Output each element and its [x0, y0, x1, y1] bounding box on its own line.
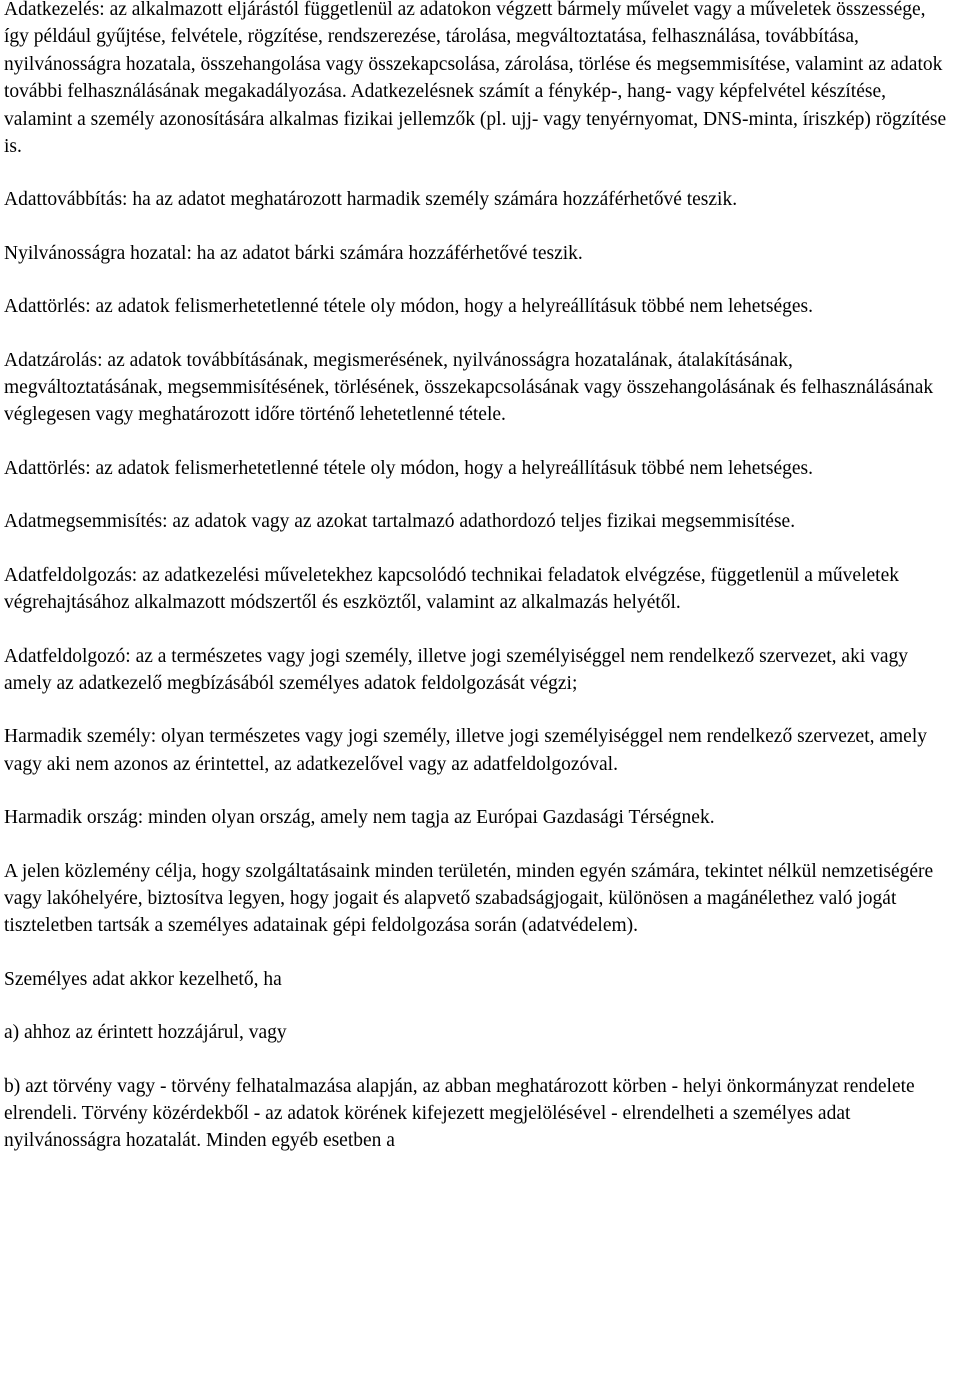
paragraph-spacer [4, 160, 954, 186]
paragraph-spacer [4, 214, 954, 240]
paragraph-spacer [4, 482, 954, 508]
paragraph-harmadik-orszag-definition: Harmadik ország: minden olyan ország, amely nem tagja az Európai Gazdasági Térségnek. [4, 807, 715, 829]
paragraph-spacer [4, 697, 954, 723]
paragraph-adattovabbitas-definition: Adattovábbítás: ha az adatot meghatározott harmadik személy számára hozzáférhetővé teszik. [4, 189, 738, 211]
paragraph-adatmegsemmisites-definition: Adatmegsemmisítés: az adatok vagy az azokat tartalmazó adathordozó teljes fizikai megsemmisítése. [4, 511, 796, 533]
paragraph-spacer [4, 267, 954, 293]
paragraph-adattorles-definition-repeat: Adattörlés: az adatok felismerhetetlenné tétele oly módon, hogy a helyreállításuk többé nem lehetséges. [4, 457, 813, 479]
paragraph-spacer [4, 993, 954, 1019]
paragraph-adattorles-definition: Adattörlés: az adatok felismerhetetlenné tétele oly módon, hogy a helyreállításuk többé nem lehetséges. [4, 296, 813, 318]
paragraph-adatkezeles-definition: Adatkezelés: az alkalmazott eljárástól függetlenül az adatokon végzett bármely művelet vagy a műveletek összessége, így például gyűjtése, felvétele, rögzítése, rendszerezése, tárolása, megváltoztatása, felhasználása, továbbítása, nyilvánosságra hozatala, összehangolása vagy összekapcsolása, zárolása, törlése és megsemmisítése, valamint az adatok további felhasználásának megakadályozása. Adatkezelésnek számít a fénykép-, hang- vagy képfelvétel készítése, valamint a személy azonosítására alkalmas fizikai jellemzők (pl. ujj- vagy tenyérnyomat, DNS-minta, íriszkép) rögzítése is. [4, 0, 947, 158]
paragraph-spacer [4, 1047, 954, 1073]
paragraph-spacer [4, 778, 954, 804]
paragraph-spacer [4, 617, 954, 643]
paragraph-feltetel-a: a) ahhoz az érintett hozzájárul, vagy [4, 1022, 287, 1044]
paragraph-harmadik-szemely-definition: Harmadik személy: olyan természetes vagy jogi személy, illetve jogi személyiséggel nem rendelkező szervezet, amely vagy aki nem azonos az érintettel, az adatkezelővel vagy az adatfeldolgozóval. [4, 726, 928, 775]
paragraph-nyilvanossagra-hozatal-definition: Nyilvánosságra hozatal: ha az adatot bárki számára hozzáférhetővé teszik. [4, 242, 583, 264]
paragraph-kezelheto-feltetel: Személyes adat akkor kezelhető, ha [4, 968, 282, 990]
paragraph-kozlemeny-celja: A jelen közlemény célja, hogy szolgáltatásaink minden területén, minden egyén számára, tekintet nélkül nemzetiségére vagy lakóhelyére, biztosítva legyen, hogy jogait és alapvető szabadságjogait, különösen a magánélethez való jogát tiszteletben tartsák a személyes adatainak gépi feldolgozása során (adatvédelem). [4, 860, 934, 937]
paragraph-adatfeldolgozo-definition: Adatfeldolgozó: az a természetes vagy jogi személy, illetve jogi személyiséggel nem rendelkező szervezet, aki vagy amely az adatkezelő megbízásából személyes adatok feldolgozását végzi; [4, 645, 909, 694]
paragraph-spacer [4, 940, 954, 966]
paragraph-spacer [4, 321, 954, 347]
paragraph-spacer [4, 429, 954, 455]
paragraph-spacer [4, 536, 954, 562]
paragraph-adatfeldolgozas-definition: Adatfeldolgozás: az adatkezelési műveletekhez kapcsolódó technikai feladatok elvégzése, függetlenül a műveletek végrehajtásához alkalmazott módszertől és eszköztől, valamint az alkalmazás helyétől. [4, 564, 899, 614]
paragraph-spacer [4, 832, 954, 858]
paragraph-adatzarolas-definition: Adatzárolás: az adatok továbbításának, megismerésének, nyilvánosságra hozatalának, átalakításának, megváltoztatásának, megsemmisítésének, törlésének, összekapcsolásának vagy összehangolásának és felhasználásának véglegesen vagy meghatározott időre történő lehetetlenné tétele. [4, 349, 934, 426]
paragraph-feltetel-b: b) azt törvény vagy - törvény felhatalmazása alapján, az abban meghatározott körben - helyi önkormányzat rendelete elrendeli. Törvény közérdekből - az adatok körének kifejezett megjelölésével - elrendelheti a személyes adat nyilvánosságra hozatalát. Minden egyéb esetben a [4, 1075, 915, 1152]
